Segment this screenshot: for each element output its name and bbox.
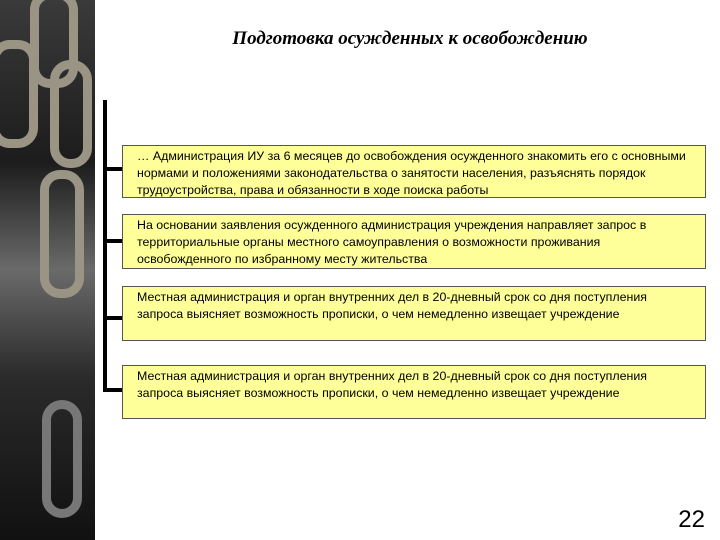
- connector-branch: [103, 167, 123, 171]
- chain-link: [42, 400, 82, 518]
- step-box-3: Местная администрация и орган внутренних дел в 20-дневный срок со дня поступления запроса выясняет возможность прописки, о чем немедленно извещает учреждение: [122, 286, 706, 341]
- step-box-2: На основании заявления осужденного администрация учреждения направляет запрос в территориальные органы местного самоуправления о возможности проживания освобожденного по избранному месту жительства: [122, 214, 706, 269]
- chain-link: [40, 170, 84, 298]
- step-box-4: Местная администрация и орган внутренних дел в 20-дневный срок со дня поступления запроса выясняет возможность прописки, о чем немедленно извещает учреждение: [122, 365, 706, 419]
- connector-branch: [103, 316, 123, 320]
- page-number: 22: [678, 506, 705, 533]
- connector-branch: [103, 388, 123, 392]
- chain-photo: [0, 0, 95, 540]
- connector-branch: [103, 239, 123, 243]
- connector-line: [103, 100, 107, 391]
- step-box-1: … Администрация ИУ за 6 месяцев до освобождения осужденного знакомить его с основными нормами и положениями законодательства о занятости населения, разъяснять порядок трудоустройства, права и обязанности в ходе поиска работы: [122, 145, 706, 198]
- chain-link: [0, 40, 38, 148]
- chain-link: [50, 60, 92, 168]
- slide-title: Подготовка осужденных к освобождению: [232, 28, 588, 49]
